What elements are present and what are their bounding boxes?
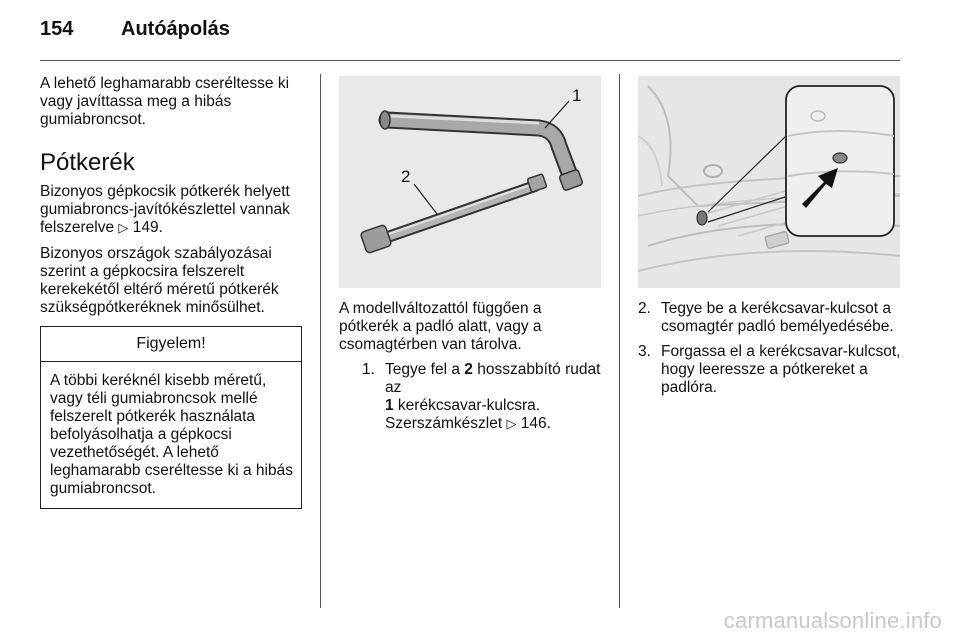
- step-number: 2.: [638, 300, 651, 317]
- page-ref-link[interactable]: 149.: [132, 219, 163, 236]
- step-bold-ref: 2: [464, 361, 473, 378]
- column-divider-1: [320, 74, 321, 608]
- step-number: 1.: [362, 361, 375, 378]
- wrench-drawing: [339, 76, 601, 288]
- step-text: hosszabbító rudat az: [385, 361, 601, 396]
- arrow-ref-icon: ▷: [506, 417, 517, 432]
- warning-title: Figyelem!: [41, 327, 301, 362]
- step-3: [638, 343, 904, 397]
- figure-label-1: 1: [572, 86, 582, 105]
- wrench-illustration: [339, 76, 601, 288]
- figure-label-2: 2: [401, 167, 411, 186]
- storage-intro: A modellváltozattól függően a pótkerék a padló alatt, vagy a csomagtérben van tárolva.: [339, 300, 542, 353]
- page-ref-link[interactable]: 146.: [520, 415, 551, 432]
- watermark: carmanualsonline.info: [723, 608, 942, 633]
- intro-paragraph: A lehető leghamarabb cseréltesse ki vagy javíttassa meg a hibás gumiabroncsot.: [40, 75, 290, 128]
- steps-list-2: [638, 300, 904, 397]
- column-3: [638, 300, 904, 404]
- trunk-floor-illustration: [638, 76, 900, 288]
- paragraph-spare-wheel: [40, 183, 302, 238]
- paragraph-regulations: Bizonyos országok szabályozásai szerint a gépkocsira felszerelt kerekekétől eltérő méretű pótkerék szükségpótkeréknek minősülhet.: [40, 245, 279, 316]
- section-title: Pótkerék: [40, 149, 135, 176]
- paragraph-text: Bizonyos gépkocsik pótkerék helyett gumiabroncs-javítókészlettel vannak felszerelve: [40, 183, 290, 236]
- step-text: kerékcsavar-kulcsra.: [393, 397, 541, 414]
- arrow-ref-icon: ▷: [118, 221, 129, 236]
- steps-list-1: [339, 361, 604, 434]
- step-1: [339, 361, 604, 434]
- step-2: [638, 300, 904, 336]
- step-text: Tegye fel a: [385, 361, 465, 378]
- warning-box: [40, 326, 302, 509]
- step-bold-ref: 1: [385, 397, 394, 414]
- warning-text: A többi keréknél kisebb méretű, vagy téli gumiabroncsok mellé felszerelt pótkerék használata befolyásolhatja a gépkocsi vezethetőségét. A lehető leghamarabb cseréltesse ki a hibás gumiabroncsot.: [50, 372, 293, 497]
- step-number: 3.: [638, 343, 651, 360]
- step-text: Tegye be a kerékcsavar-kulcsot a csomagtér padló bemélyedésébe.: [661, 300, 894, 335]
- step-text: Forgassa el a kerékcsavar-kulcsot, hogy leeressze a pótkereket a padlóra.: [661, 343, 901, 396]
- header-divider: [40, 60, 900, 61]
- column-1: [40, 75, 302, 509]
- page-title: Autóápolás: [121, 18, 230, 40]
- step-text: Szerszámkészlet: [385, 415, 503, 432]
- page-number: 154: [40, 18, 74, 40]
- column-2: [339, 300, 604, 441]
- trunk-drawing: [638, 76, 900, 288]
- column-divider-2: [619, 74, 620, 608]
